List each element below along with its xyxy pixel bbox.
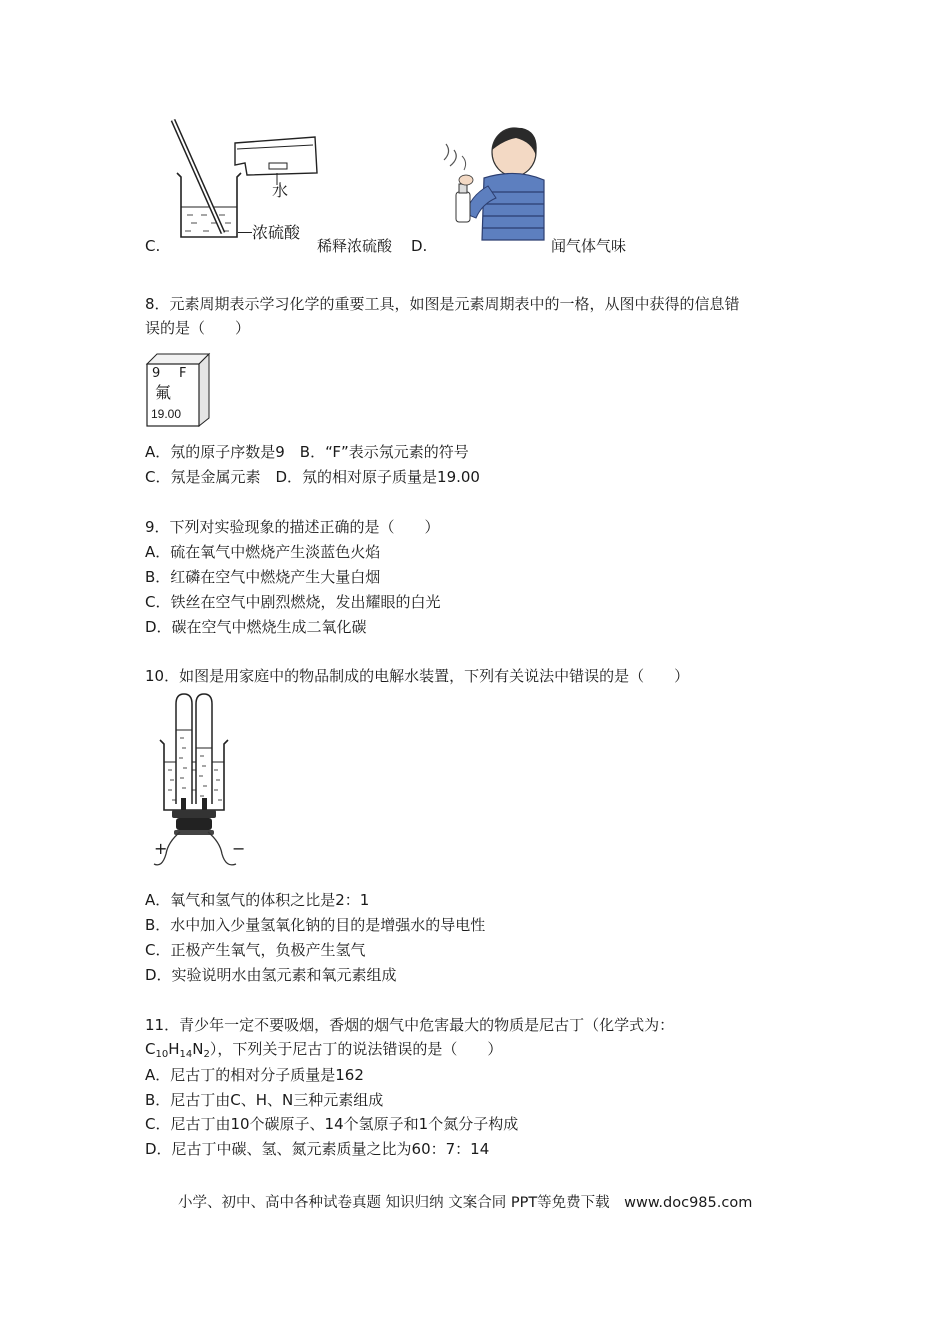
q8-stem-line2: 误的是（ ） — [145, 319, 251, 337]
formula-hydrogen: H — [168, 1040, 180, 1058]
q11-stem-line1: 11．青少年一定不要吸烟，香烟的烟气中危害最大的物质是尼古丁（化学式为： — [145, 1016, 675, 1034]
q9-stem: 9．下列对实验现象的描述正确的是（ ） — [145, 518, 440, 536]
q7-option-d-caption: 闻气体气味 — [551, 237, 627, 255]
smell-gas-figure — [436, 122, 548, 242]
page-footer: 小学、初中、高中各种试卷真题 知识归纳 文案合同 PPT等免费下载 www.doc985.com — [178, 1195, 753, 1211]
q10-option-c: C．正极产生氧气，负极产生氢气 — [145, 941, 366, 959]
q10-option-a: A．氧气和氢气的体积之比是2：1 — [145, 891, 370, 909]
dilute-acid-figure — [165, 115, 325, 245]
acid-pointer — [238, 232, 252, 233]
q10-stem: 10．如图是用家庭中的物品制成的电解水装置，下列有关说法中错误的是（ ） — [145, 667, 690, 685]
element-name: 氟 — [155, 383, 172, 402]
q9-option-a: A．硫在氧气中燃烧产生淡蓝色火焰 — [145, 543, 381, 561]
element-cell — [145, 352, 211, 428]
negative-terminal-label: − — [232, 839, 246, 858]
q11-stem-line2-tail: ），下列关于尼古丁的说法错误的是（ ） — [209, 1040, 503, 1058]
formula-carbon: C — [145, 1040, 156, 1058]
positive-terminal-label: + — [154, 839, 168, 858]
q10-option-d: D．实验说明水由氢元素和氧元素组成 — [145, 966, 397, 984]
element-mass: 19.00 — [151, 407, 182, 421]
formula-nitrogen: N — [192, 1040, 204, 1058]
q7-option-d-prefix: D. — [411, 237, 428, 255]
formula-hydrogen-count: 14 — [179, 1049, 193, 1060]
acid-label: 浓硫酸 — [252, 223, 301, 242]
q11-option-b: B．尼古丁由C、H、N三种元素组成 — [145, 1091, 384, 1109]
q11-option-d: D．尼古丁中碳、氢、氮元素质量之比为60：7：14 — [145, 1140, 490, 1158]
formula-carbon-count: 10 — [155, 1049, 169, 1060]
q7-option-c-caption: 稀释浓硫酸 — [317, 237, 393, 255]
q9-option-d: D．碳在空气中燃烧生成二氧化碳 — [145, 618, 367, 636]
element-atomic-number: 9 — [152, 366, 161, 381]
formula-nitrogen-count: 2 — [203, 1049, 210, 1060]
q8-stem-line1: 8．元素周期表示学习化学的重要工具，如图是元素周期表中的一格，从图中获得的信息错 — [145, 295, 740, 313]
q10-option-b: B．水中加入少量氢氧化钠的目的是增强水的导电性 — [145, 916, 486, 934]
element-symbol: F — [179, 366, 187, 381]
q11-option-c: C．尼古丁由10个碳原子、14个氢原子和1个氮分子构成 — [145, 1115, 519, 1133]
q7-option-c-prefix: C. — [145, 237, 161, 255]
water-label: 水 — [272, 181, 289, 200]
q9-option-b: B．红磷在空气中燃烧产生大量白烟 — [145, 568, 381, 586]
q11-stem-line2 — [145, 1038, 502, 1066]
q8-options-ab: A．氖的原子序数是9 B．“F”表示氖元素的符号 — [145, 443, 469, 461]
q8-options-cd: C．氖是金属元素 D．氖的相对原子质量是19.00 — [145, 468, 480, 486]
q11-option-a: A．尼古丁的相对分子质量是162 — [145, 1066, 364, 1084]
q9-option-c: C．铁丝在空气中剧烈燃烧，发出耀眼的白光 — [145, 593, 441, 611]
